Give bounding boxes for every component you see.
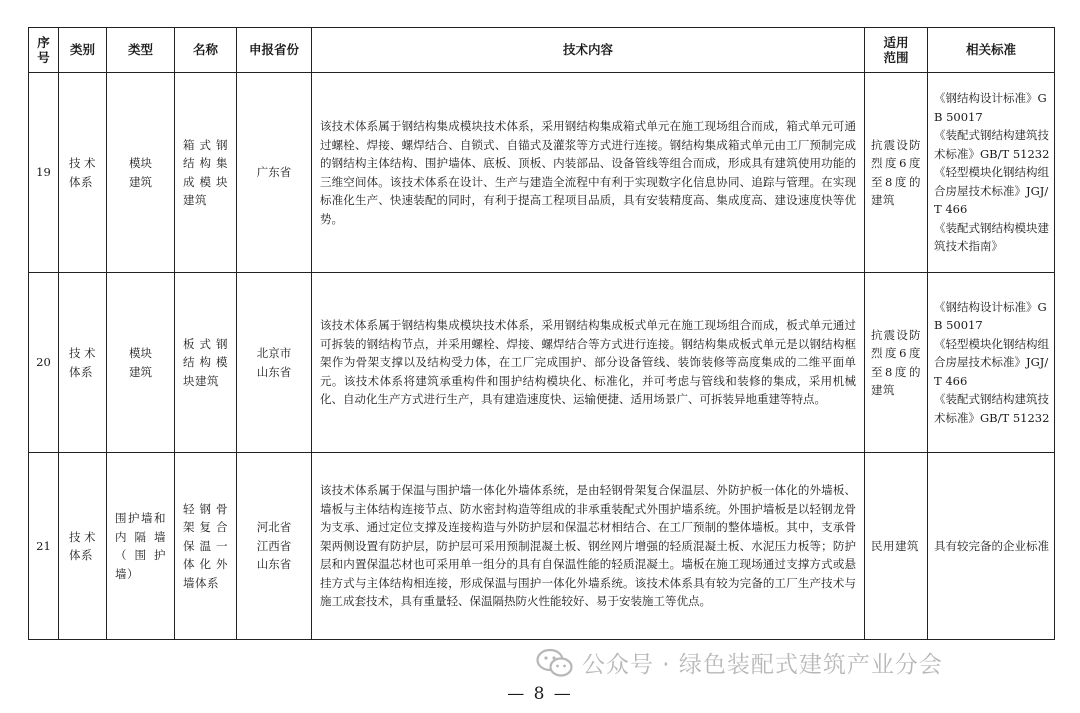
row-number: 19 — [29, 73, 59, 273]
header-category: 类别 — [59, 28, 107, 73]
technology-table — [28, 27, 1055, 640]
header-province: 申报省份 — [237, 28, 312, 73]
row-name: 板式钢结构模块建筑 — [175, 273, 237, 453]
row-scope: 民用建筑 — [865, 453, 928, 640]
row-province: 北京市 山东省 — [237, 273, 312, 453]
row-standards: 《钢结构设计标准》GB 50017 《装配式钢结构建筑技术标准》GB/T 51232 《轻型模块化钢结构组合房屋技术标准》JGJ/T 466 《装配式钢结构模块建筑技术指南》 — [928, 73, 1055, 273]
row-category: 技术体系 — [59, 273, 107, 453]
header-standards: 相关标准 — [928, 28, 1055, 73]
header-type: 类型 — [107, 28, 175, 73]
row-type: 模块建筑 — [107, 73, 175, 273]
table-row — [29, 453, 1055, 640]
table-row — [29, 273, 1055, 453]
row-type: 围护墙和内隔墙（围护墙） — [107, 453, 175, 640]
watermark-text: 公众号 · 绿色装配式建筑产业分会 — [582, 652, 943, 678]
page-number: — 8 — — [507, 684, 573, 704]
header-content: 技术内容 — [312, 28, 865, 73]
row-number: 21 — [29, 453, 59, 640]
row-category: 技术体系 — [59, 453, 107, 640]
row-content: 该技术体系属于保温与围护墙一体化外墙体系统，是由轻钢骨架复合保温层、外防护板一体化的外墙板、墙板与主体结构连接节点、防水密封构造等组成的非承重装配式外围护墙系统。外围护墙板是以轻钢龙骨为支承、通过定位支撑及连接构造与外防护层和保温芯材相结合、在工厂预制的整体墙板。其中，支承骨架两侧设置有防护层，防护层可采用预制混凝土板、钢丝网片增强的轻质混凝土板、水泥压力板等；防护层和内置保温芯材也可采用单一组分的具有自保温性能的轻质混凝土。墙板在施工现场通过支撑方式或悬挂方式与主体结构相连接，形成保温与围护一体化外墙系统。该技术体系具有较为完备的工厂生产技术与施工成套技术，具有重量轻、保温隔热防火性能较好、易于安装施工等优点。 — [312, 453, 865, 640]
row-standards: 具有较完备的企业标准 — [928, 453, 1055, 640]
row-category: 技术体系 — [59, 73, 107, 273]
row-content: 该技术体系属于钢结构集成模块技术体系，采用钢结构集成箱式单元在施工现场组合而成，箱式单元可通过螺栓、焊接、螺焊结合、自锁式、自锚式及灌浆等方式进行连接。钢结构集成箱式单元由工厂预制完成的钢结构主体结构、围护墙体、底板、顶板、内装部品、设备管线等组合而成，形成具有建筑使用功能的三维空间体。该技术体系在设计、生产与建造全流程中有利于实现数字化信息协同、追踪与管理。在实现标准化生产、快速装配的同时，有利于提高工程项目品质，具有安装精度高、集成度高、建设速度快等优势。 — [312, 73, 865, 273]
table-row — [29, 73, 1055, 273]
row-scope: 抗震设防烈度6度至8度的建筑 — [865, 273, 928, 453]
row-standards: 《钢结构设计标准》GB 50017 《轻型模块化钢结构组合房屋技术标准》JGJ/T 466 《装配式钢结构建筑技术标准》GB/T 51232 — [928, 273, 1055, 453]
row-scope: 抗震设防烈度6度至8度的建筑 — [865, 73, 928, 273]
row-content: 该技术体系属于钢结构集成模块技术体系，采用钢结构集成板式单元在施工现场组合而成，板式单元通过可拆装的钢结构节点，并采用螺栓、焊接、螺焊结合等方式进行连接。钢结构集成板式单元是以钢结构框架作为骨架支撑以及结构受力体，在工厂完成围护、部分设备管线、装饰装修等高度集成的二维平面单元。该技术体系将建筑承重构件和围护结构模块化、标准化，并可考虑与管线和装修的集成，采用机械化、自动化生产方式进行生产，具有建造速度快、运输便捷、适用场景广、可拆装异地重建等特点。 — [312, 273, 865, 453]
row-province: 河北省 江西省 山东省 — [237, 453, 312, 640]
row-name: 箱式钢结构集成模块建筑 — [175, 73, 237, 273]
header-scope: 适用范围 — [865, 28, 928, 73]
row-number: 20 — [29, 273, 59, 453]
wechat-icon — [536, 648, 574, 678]
watermark — [536, 646, 943, 679]
header-no: 序号 — [29, 28, 59, 73]
row-province: 广东省 — [237, 73, 312, 273]
row-type: 模块建筑 — [107, 273, 175, 453]
header-name: 名称 — [175, 28, 237, 73]
table-header-row — [29, 28, 1055, 73]
row-name: 轻钢骨架复合保温一体化外墙体系 — [175, 453, 237, 640]
